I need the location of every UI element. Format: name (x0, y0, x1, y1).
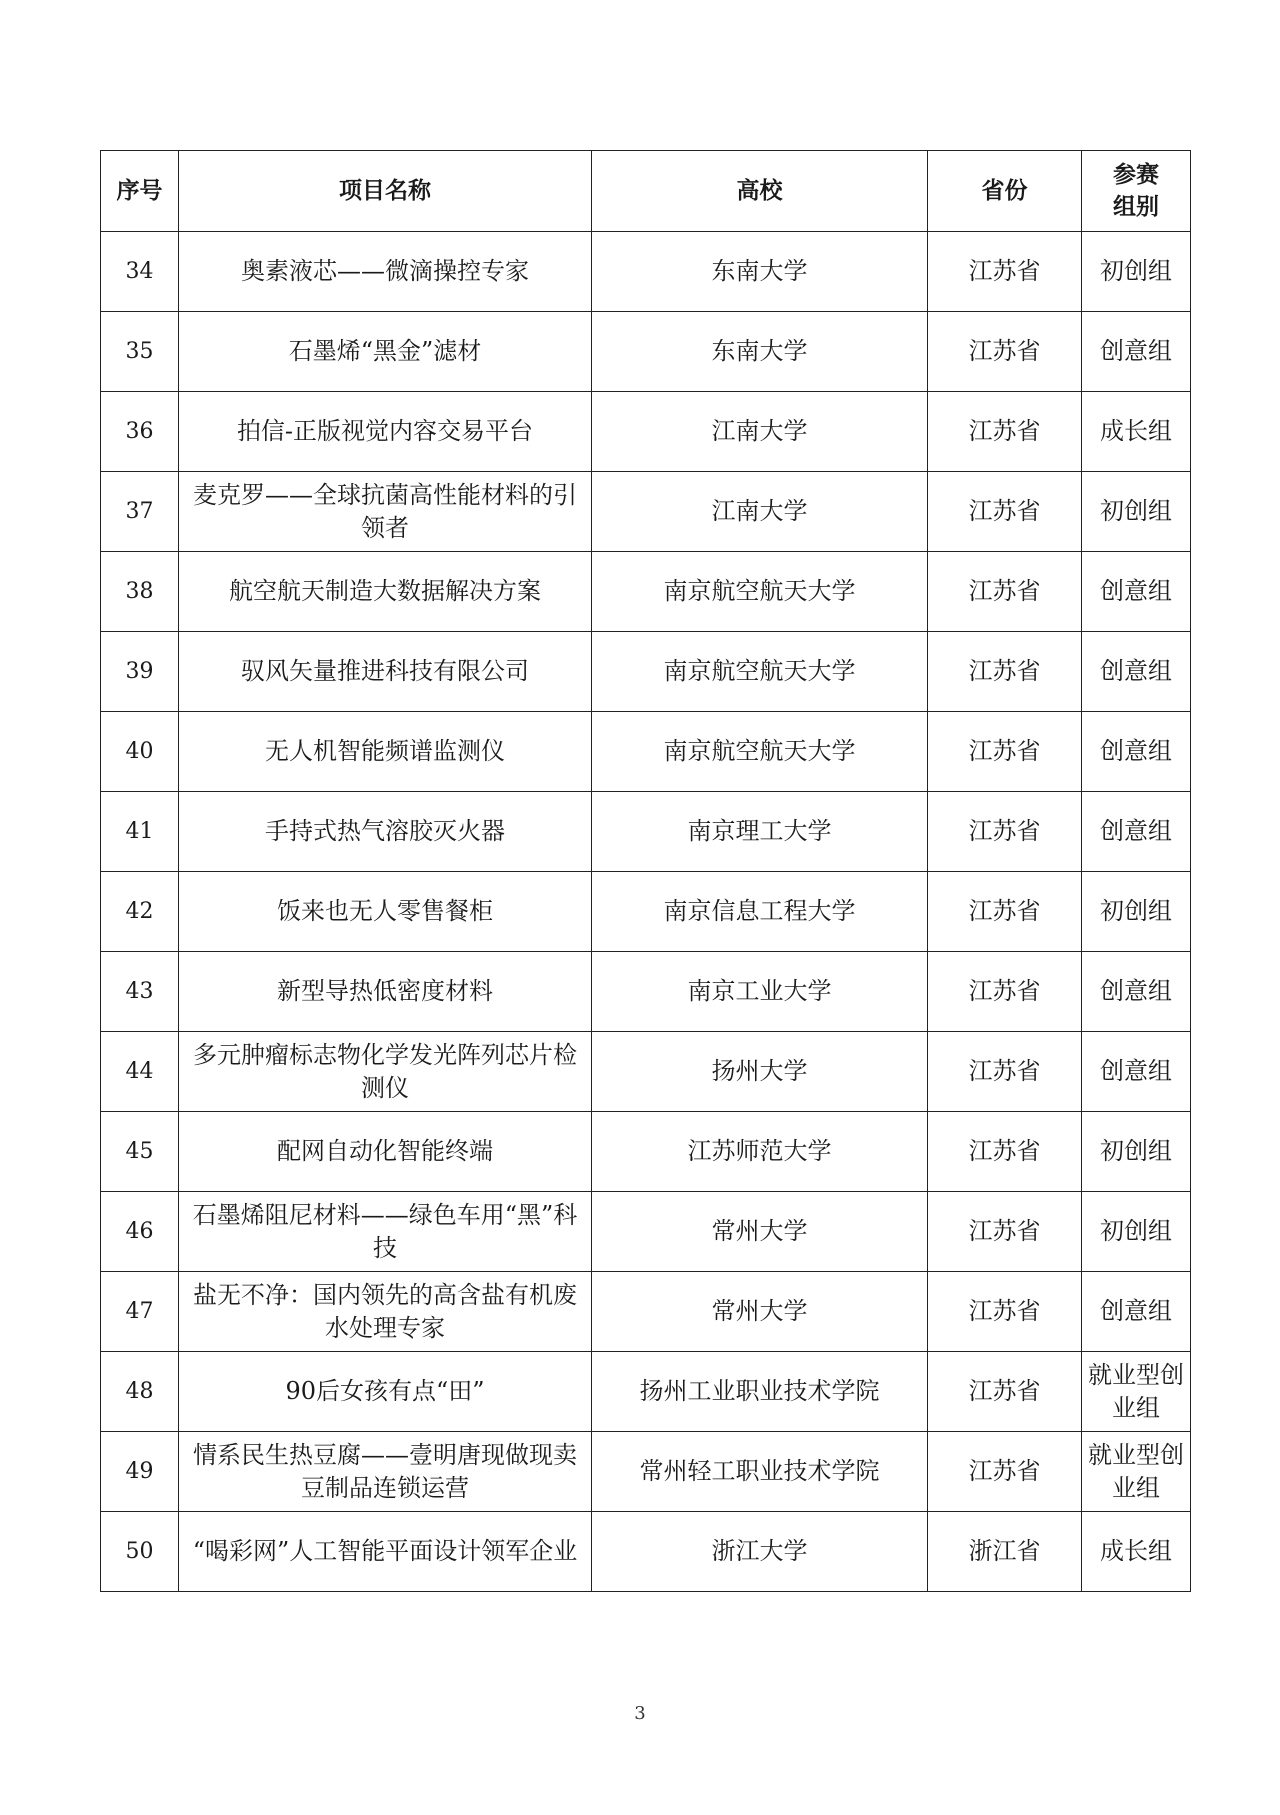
cell-num: 42 (101, 872, 179, 952)
table-row (101, 392, 1191, 472)
cell-university: 南京航空航天大学 (592, 632, 928, 712)
cell-project-name: 多元肿瘤标志物化学发光阵列芯片检测仪 (179, 1032, 592, 1112)
cell-group: 就业型创业组 (1082, 1432, 1191, 1512)
cell-num: 36 (101, 392, 179, 472)
cell-group: 就业型创业组 (1082, 1352, 1191, 1432)
cell-num: 34 (101, 232, 179, 312)
cell-project-name: 拍信-正版视觉内容交易平台 (179, 392, 592, 472)
cell-province: 江苏省 (928, 472, 1082, 552)
cell-province: 江苏省 (928, 1352, 1082, 1432)
cell-group: 创意组 (1082, 632, 1191, 712)
cell-province: 江苏省 (928, 952, 1082, 1032)
cell-num: 41 (101, 792, 179, 872)
cell-university: 扬州大学 (592, 1032, 928, 1112)
cell-province: 江苏省 (928, 1432, 1082, 1512)
cell-project-name: 90后女孩有点“田” (179, 1352, 592, 1432)
cell-province: 江苏省 (928, 1032, 1082, 1112)
cell-university: 南京工业大学 (592, 952, 928, 1032)
cell-province: 江苏省 (928, 712, 1082, 792)
table-row (101, 1352, 1191, 1432)
cell-province: 江苏省 (928, 872, 1082, 952)
header-province: 省份 (928, 151, 1082, 232)
cell-university: 南京理工大学 (592, 792, 928, 872)
cell-group: 创意组 (1082, 312, 1191, 392)
cell-project-name: 情系民生热豆腐——壹明唐现做现卖豆制品连锁运营 (179, 1432, 592, 1512)
table-body (101, 232, 1191, 1592)
cell-province: 浙江省 (928, 1512, 1082, 1592)
project-table (100, 150, 1191, 1592)
cell-group: 创意组 (1082, 1272, 1191, 1352)
table-row (101, 712, 1191, 792)
cell-num: 40 (101, 712, 179, 792)
cell-project-name: 手持式热气溶胶灭火器 (179, 792, 592, 872)
cell-province: 江苏省 (928, 1272, 1082, 1352)
table-row (101, 1432, 1191, 1512)
cell-num: 35 (101, 312, 179, 392)
cell-university: 南京信息工程大学 (592, 872, 928, 952)
table-row (101, 1192, 1191, 1272)
cell-project-name: 配网自动化智能终端 (179, 1112, 592, 1192)
cell-group: 创意组 (1082, 1032, 1191, 1112)
cell-university: 常州轻工职业技术学院 (592, 1432, 928, 1512)
header-num: 序号 (101, 151, 179, 232)
cell-group: 创意组 (1082, 792, 1191, 872)
cell-group: 创意组 (1082, 952, 1191, 1032)
cell-num: 37 (101, 472, 179, 552)
table-row (101, 232, 1191, 312)
cell-university: 东南大学 (592, 232, 928, 312)
cell-group: 初创组 (1082, 1192, 1191, 1272)
cell-project-name: “喝彩网”人工智能平面设计领军企业 (179, 1512, 592, 1592)
cell-province: 江苏省 (928, 1192, 1082, 1272)
cell-num: 50 (101, 1512, 179, 1592)
page-number: 3 (634, 1703, 646, 1724)
cell-province: 江苏省 (928, 1112, 1082, 1192)
table-row (101, 1112, 1191, 1192)
cell-group: 成长组 (1082, 1512, 1191, 1592)
cell-university: 江南大学 (592, 392, 928, 472)
table-row (101, 1512, 1191, 1592)
table-row (101, 552, 1191, 632)
cell-num: 45 (101, 1112, 179, 1192)
cell-project-name: 石墨烯阻尼材料——绿色车用“黑”科技 (179, 1192, 592, 1272)
header-name: 项目名称 (179, 151, 592, 232)
cell-group: 创意组 (1082, 552, 1191, 632)
cell-group: 初创组 (1082, 1112, 1191, 1192)
cell-province: 江苏省 (928, 232, 1082, 312)
cell-university: 南京航空航天大学 (592, 552, 928, 632)
table-row (101, 1032, 1191, 1112)
cell-num: 48 (101, 1352, 179, 1432)
cell-university: 常州大学 (592, 1272, 928, 1352)
cell-project-name: 麦克罗——全球抗菌高性能材料的引领者 (179, 472, 592, 552)
cell-university: 东南大学 (592, 312, 928, 392)
cell-province: 江苏省 (928, 312, 1082, 392)
table-row (101, 872, 1191, 952)
table-row (101, 952, 1191, 1032)
table-row (101, 312, 1191, 392)
cell-num: 43 (101, 952, 179, 1032)
table-row (101, 1272, 1191, 1352)
cell-project-name: 盐无不净：国内领先的高含盐有机废水处理专家 (179, 1272, 592, 1352)
cell-project-name: 石墨烯“黑金”滤材 (179, 312, 592, 392)
cell-province: 江苏省 (928, 632, 1082, 712)
cell-university: 南京航空航天大学 (592, 712, 928, 792)
cell-num: 49 (101, 1432, 179, 1512)
cell-project-name: 驭风矢量推进科技有限公司 (179, 632, 592, 712)
table-row (101, 632, 1191, 712)
cell-group: 创意组 (1082, 712, 1191, 792)
cell-university: 浙江大学 (592, 1512, 928, 1592)
cell-university: 江苏师范大学 (592, 1112, 928, 1192)
cell-num: 47 (101, 1272, 179, 1352)
cell-group: 初创组 (1082, 472, 1191, 552)
cell-project-name: 无人机智能频谱监测仪 (179, 712, 592, 792)
cell-group: 初创组 (1082, 872, 1191, 952)
cell-group: 初创组 (1082, 232, 1191, 312)
cell-province: 江苏省 (928, 392, 1082, 472)
cell-num: 44 (101, 1032, 179, 1112)
cell-university: 江南大学 (592, 472, 928, 552)
cell-project-name: 航空航天制造大数据解决方案 (179, 552, 592, 632)
cell-project-name: 新型导热低密度材料 (179, 952, 592, 1032)
cell-num: 46 (101, 1192, 179, 1272)
table-row (101, 472, 1191, 552)
cell-project-name: 奥素液芯——微滴操控专家 (179, 232, 592, 312)
cell-num: 38 (101, 552, 179, 632)
table-row (101, 792, 1191, 872)
header-group: 参赛 组别 (1082, 151, 1191, 232)
cell-project-name: 饭来也无人零售餐柜 (179, 872, 592, 952)
cell-university: 常州大学 (592, 1192, 928, 1272)
table-header-row (101, 151, 1191, 232)
cell-university: 扬州工业职业技术学院 (592, 1352, 928, 1432)
cell-province: 江苏省 (928, 792, 1082, 872)
cell-province: 江苏省 (928, 552, 1082, 632)
cell-num: 39 (101, 632, 179, 712)
header-university: 高校 (592, 151, 928, 232)
cell-group: 成长组 (1082, 392, 1191, 472)
